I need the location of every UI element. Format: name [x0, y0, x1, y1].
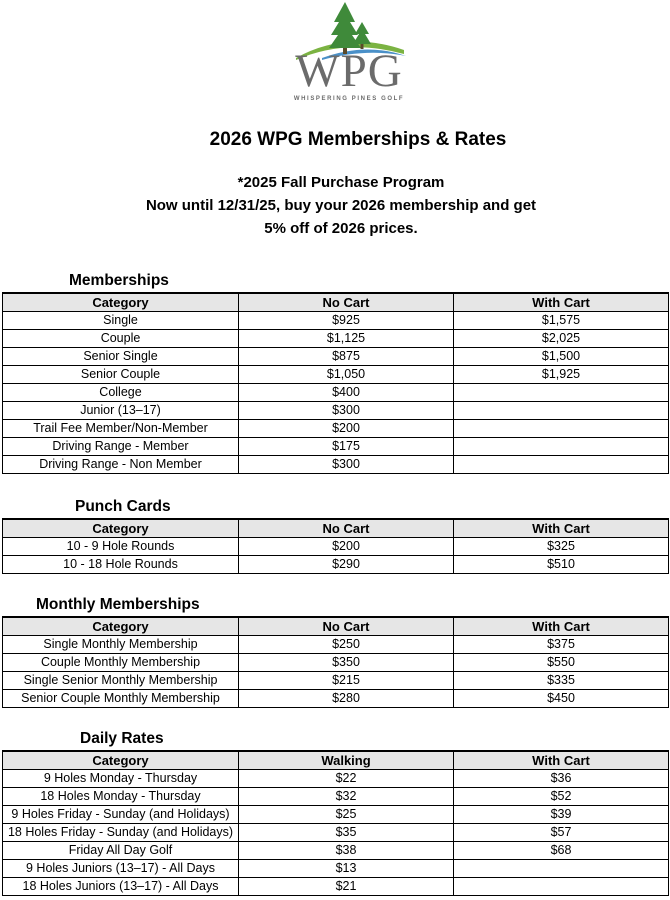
column-header: Category	[3, 519, 239, 538]
logo-tagline: WHISPERING PINES GOLF	[293, 96, 405, 102]
table-cell: Trail Fee Member/Non-Member	[3, 420, 239, 438]
table-row	[3, 456, 669, 474]
table-cell: $400	[239, 384, 454, 402]
table-cell: 9 Holes Juniors (13–17) - All Days	[3, 860, 239, 878]
table-cell: $510	[454, 556, 669, 574]
table-cell: $200	[239, 420, 454, 438]
column-header: With Cart	[454, 519, 669, 538]
table-row	[3, 330, 669, 348]
table-cell: $215	[239, 672, 454, 690]
table-cell: $68	[454, 842, 669, 860]
table-cell: 9 Holes Monday - Thursday	[3, 770, 239, 788]
table-row	[3, 538, 669, 556]
table-cell: Senior Single	[3, 348, 239, 366]
column-header: No Cart	[239, 293, 454, 312]
table-cell: $335	[454, 672, 669, 690]
table-row	[3, 636, 669, 654]
table-cell: 9 Holes Friday - Sunday (and Holidays)	[3, 806, 239, 824]
table-cell: Single	[3, 312, 239, 330]
table-cell: $300	[239, 456, 454, 474]
table-row	[3, 690, 669, 708]
table-header-row	[3, 519, 669, 538]
table-cell: $1,125	[239, 330, 454, 348]
table-cell: $925	[239, 312, 454, 330]
promo-line-3: 5% off of 2026 prices.	[264, 220, 418, 237]
logo-wordmark: WPG	[295, 45, 403, 97]
table-cell: $250	[239, 636, 454, 654]
table-cell: $300	[239, 402, 454, 420]
table-cell: $36	[454, 770, 669, 788]
section-title-daily: Daily Rates	[80, 730, 164, 747]
table-cell	[454, 384, 669, 402]
table-cell: Single Senior Monthly Membership	[3, 672, 239, 690]
table-cell: Single Monthly Membership	[3, 636, 239, 654]
table-row	[3, 806, 669, 824]
daily-rates-table	[2, 750, 669, 896]
table-cell: Junior (13–17)	[3, 402, 239, 420]
table-header-row	[3, 751, 669, 770]
table-row	[3, 556, 669, 574]
table-row	[3, 384, 669, 402]
table-cell: $550	[454, 654, 669, 672]
column-header: No Cart	[239, 617, 454, 636]
column-header: Walking	[239, 751, 454, 770]
table-cell: 10 - 9 Hole Rounds	[3, 538, 239, 556]
table-cell: $175	[239, 438, 454, 456]
table-cell: Couple	[3, 330, 239, 348]
table-row	[3, 420, 669, 438]
table-cell	[454, 860, 669, 878]
table-row	[3, 878, 669, 896]
table-cell: Friday All Day Golf	[3, 842, 239, 860]
column-header: Category	[3, 617, 239, 636]
table-cell: $875	[239, 348, 454, 366]
page-title: 2026 WPG Memberships & Rates	[209, 129, 507, 150]
punch-cards-table	[2, 518, 669, 574]
table-cell: $32	[239, 788, 454, 806]
table-cell: $1,050	[239, 366, 454, 384]
table-cell: 10 - 18 Hole Rounds	[3, 556, 239, 574]
table-cell: $52	[454, 788, 669, 806]
table-cell	[454, 438, 669, 456]
table-row	[3, 842, 669, 860]
promo-line-2: Now until 12/31/25, buy your 2026 membership and get	[145, 197, 537, 214]
table-row	[3, 654, 669, 672]
table-cell: 18 Holes Monday - Thursday	[3, 788, 239, 806]
table-row	[3, 770, 669, 788]
table-header-row	[3, 617, 669, 636]
table-cell: $350	[239, 654, 454, 672]
table-cell: $25	[239, 806, 454, 824]
table-cell: $375	[454, 636, 669, 654]
column-header: With Cart	[454, 617, 669, 636]
table-cell: Driving Range - Non Member	[3, 456, 239, 474]
column-header: Category	[3, 293, 239, 312]
table-cell: $13	[239, 860, 454, 878]
section-title-monthly: Monthly Memberships	[36, 596, 200, 613]
wpg-logo	[286, 0, 412, 110]
table-cell: $57	[454, 824, 669, 842]
column-header: With Cart	[454, 293, 669, 312]
table-row	[3, 312, 669, 330]
table-cell: $38	[239, 842, 454, 860]
table-cell: $450	[454, 690, 669, 708]
table-row	[3, 672, 669, 690]
table-cell	[454, 878, 669, 896]
table-cell: $325	[454, 538, 669, 556]
promo-line-1: *2025 Fall Purchase Program	[237, 174, 445, 191]
table-cell: $280	[239, 690, 454, 708]
table-cell: Senior Couple Monthly Membership	[3, 690, 239, 708]
table-cell: $200	[239, 538, 454, 556]
table-cell: $39	[454, 806, 669, 824]
table-cell: $1,500	[454, 348, 669, 366]
monthly-table	[2, 616, 669, 708]
table-cell: 18 Holes Friday - Sunday (and Holidays)	[3, 824, 239, 842]
table-row	[3, 788, 669, 806]
table-row	[3, 348, 669, 366]
table-cell: Driving Range - Member	[3, 438, 239, 456]
section-title-punch-cards: Punch Cards	[75, 498, 171, 515]
table-cell: $2,025	[454, 330, 669, 348]
table-cell: College	[3, 384, 239, 402]
table-cell: $35	[239, 824, 454, 842]
table-header-row	[3, 293, 669, 312]
table-cell	[454, 402, 669, 420]
table-cell: $21	[239, 878, 454, 896]
table-cell: $1,925	[454, 366, 669, 384]
memberships-table	[2, 292, 669, 474]
table-row	[3, 366, 669, 384]
table-row	[3, 824, 669, 842]
table-cell: $22	[239, 770, 454, 788]
table-cell: Senior Couple	[3, 366, 239, 384]
column-header: With Cart	[454, 751, 669, 770]
table-cell: Couple Monthly Membership	[3, 654, 239, 672]
table-cell	[454, 456, 669, 474]
table-row	[3, 438, 669, 456]
table-row	[3, 860, 669, 878]
column-header: Category	[3, 751, 239, 770]
column-header: No Cart	[239, 519, 454, 538]
table-cell	[454, 420, 669, 438]
table-cell: $1,575	[454, 312, 669, 330]
table-cell: $290	[239, 556, 454, 574]
table-row	[3, 402, 669, 420]
table-cell: 18 Holes Juniors (13–17) - All Days	[3, 878, 239, 896]
section-title-memberships: Memberships	[69, 272, 169, 289]
